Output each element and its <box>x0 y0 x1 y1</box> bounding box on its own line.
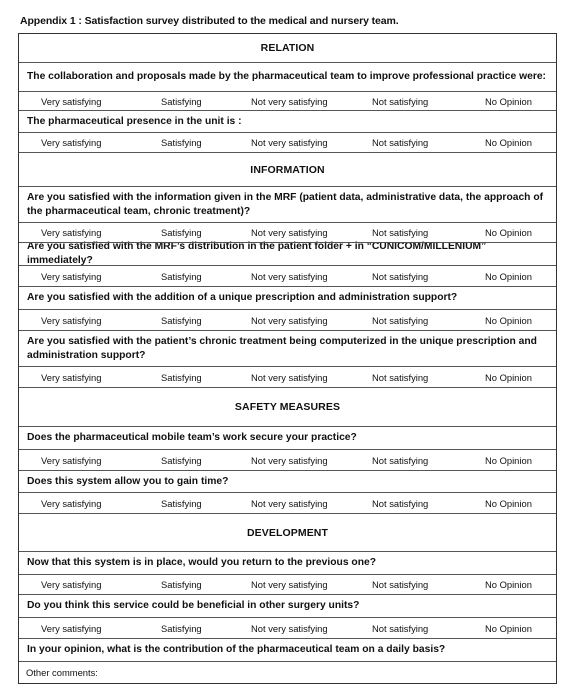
option-not-satisfying[interactable]: Not satisfying <box>372 371 429 383</box>
option-not-very-satisfying[interactable]: Not very satisfying <box>251 454 328 466</box>
option-not-very-satisfying[interactable]: Not very satisfying <box>251 95 328 107</box>
option-no-opinion[interactable]: No Opinion <box>485 227 532 238</box>
document-title: Appendix 1 : Satisfaction survey distributed to the medical and nursery team. <box>20 15 399 27</box>
option-satisfying[interactable]: Satisfying <box>161 137 202 148</box>
option-very-satisfying[interactable]: Very satisfying <box>41 454 102 466</box>
option-no-opinion[interactable]: No Opinion <box>485 137 532 148</box>
option-very-satisfying[interactable]: Very satisfying <box>41 579 102 590</box>
option-not-satisfying[interactable]: Not satisfying <box>372 137 429 148</box>
answer-options-row <box>19 367 556 388</box>
question-presence: The pharmaceutical presence in the unit is : <box>19 111 556 133</box>
option-very-satisfying[interactable]: Very satisfying <box>41 497 102 509</box>
option-not-very-satisfying[interactable]: Not very satisfying <box>251 314 328 326</box>
option-no-opinion[interactable]: No Opinion <box>485 371 532 383</box>
answer-options-row <box>19 575 556 595</box>
question-collaboration: The collaboration and proposals made by the pharmaceutical team to improve professional practice were: <box>19 63 556 92</box>
section-heading-information: INFORMATION <box>19 153 556 187</box>
option-not-satisfying[interactable]: Not satisfying <box>372 270 429 282</box>
option-not-very-satisfying[interactable]: Not very satisfying <box>251 137 328 148</box>
option-not-satisfying[interactable]: Not satisfying <box>372 622 429 634</box>
option-not-very-satisfying[interactable]: Not very satisfying <box>251 497 328 509</box>
answer-options-row <box>19 450 556 471</box>
option-very-satisfying[interactable]: Very satisfying <box>41 622 102 634</box>
option-very-satisfying[interactable]: Very satisfying <box>41 314 102 326</box>
option-not-very-satisfying[interactable]: Not very satisfying <box>251 622 328 634</box>
option-satisfying[interactable]: Satisfying <box>161 314 202 326</box>
option-satisfying[interactable]: Satisfying <box>161 622 202 634</box>
option-no-opinion[interactable]: No Opinion <box>485 579 532 590</box>
option-not-satisfying[interactable]: Not satisfying <box>372 314 429 326</box>
option-not-satisfying[interactable]: Not satisfying <box>372 227 429 238</box>
section-heading-safety-measures: SAFETY MEASURES <box>19 388 556 427</box>
option-very-satisfying[interactable]: Very satisfying <box>41 371 102 383</box>
option-very-satisfying[interactable]: Very satisfying <box>41 95 102 107</box>
option-very-satisfying[interactable]: Very satisfying <box>41 270 102 282</box>
question-unique-prescription: Are you satisfied with the addition of a unique prescription and administration support? <box>19 287 556 310</box>
option-not-very-satisfying[interactable]: Not very satisfying <box>251 270 328 282</box>
section-heading-relation: RELATION <box>19 34 556 63</box>
answer-options-row <box>19 310 556 331</box>
question-other-units: Do you think this service could be beneficial in other surgery units? <box>19 595 556 618</box>
option-no-opinion[interactable]: No Opinion <box>485 497 532 509</box>
option-satisfying[interactable]: Satisfying <box>161 579 202 590</box>
question-gain-time: Does this system allow you to gain time? <box>19 471 556 493</box>
option-not-satisfying[interactable]: Not satisfying <box>372 95 429 107</box>
option-satisfying[interactable]: Satisfying <box>161 497 202 509</box>
answer-options-row <box>19 133 556 153</box>
answer-options-row <box>19 92 556 111</box>
option-satisfying[interactable]: Satisfying <box>161 371 202 383</box>
option-satisfying[interactable]: Satisfying <box>161 454 202 466</box>
question-daily-contribution: In your opinion, what is the contribution of the pharmaceutical team on a daily basis? <box>19 639 556 662</box>
survey-table <box>18 33 557 684</box>
section-heading-development: DEVELOPMENT <box>19 514 556 552</box>
option-not-very-satisfying[interactable]: Not very satisfying <box>251 371 328 383</box>
answer-options-row <box>19 223 556 243</box>
option-no-opinion[interactable]: No Opinion <box>485 95 532 107</box>
question-return-previous: Now that this system is in place, would you return to the previous one? <box>19 552 556 575</box>
answer-options-row <box>19 266 556 287</box>
option-no-opinion[interactable]: No Opinion <box>485 314 532 326</box>
option-very-satisfying[interactable]: Very satisfying <box>41 227 102 238</box>
option-satisfying[interactable]: Satisfying <box>161 270 202 282</box>
option-not-satisfying[interactable]: Not satisfying <box>372 454 429 466</box>
question-chronic-treatment: Are you satisfied with the patient’s chronic treatment being computerized in the unique prescription and administration support? <box>19 331 556 367</box>
option-very-satisfying[interactable]: Very satisfying <box>41 137 102 148</box>
option-not-satisfying[interactable]: Not satisfying <box>372 497 429 509</box>
question-mrf-information: Are you satisfied with the information given in the MRF (patient data, administrative data, the approach of the pharmaceutical team, chronic treatment)? <box>19 187 556 223</box>
option-satisfying[interactable]: Satisfying <box>161 95 202 107</box>
answer-options-row <box>19 618 556 639</box>
option-no-opinion[interactable]: No Opinion <box>485 622 532 634</box>
option-not-very-satisfying[interactable]: Not very satisfying <box>251 227 328 238</box>
option-not-very-satisfying[interactable]: Not very satisfying <box>251 579 328 590</box>
option-not-satisfying[interactable]: Not satisfying <box>372 579 429 590</box>
option-satisfying[interactable]: Satisfying <box>161 227 202 238</box>
question-secure-practice: Does the pharmaceutical mobile team’s work secure your practice? <box>19 427 556 450</box>
answer-options-row <box>19 493 556 514</box>
option-no-opinion[interactable]: No Opinion <box>485 454 532 466</box>
option-no-opinion[interactable]: No Opinion <box>485 270 532 282</box>
question-mrf-distribution: Are you satisfied with the MRF’s distribution in the patient folder + in “CUNICOM/MILLENIUM” immediately? <box>19 243 556 266</box>
other-comments-field[interactable]: Other comments: <box>26 667 98 678</box>
